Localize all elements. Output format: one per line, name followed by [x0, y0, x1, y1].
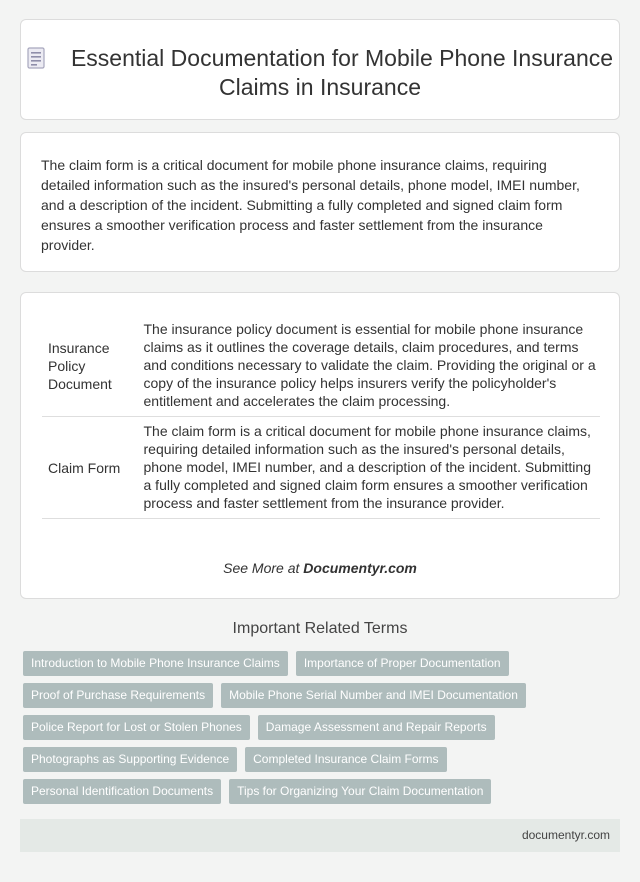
related-term-tag[interactable]: Photographs as Supporting Evidence — [23, 747, 237, 772]
tag-row — [23, 779, 583, 811]
intro-card — [20, 132, 620, 272]
footer — [20, 819, 620, 852]
related-term-tag[interactable]: Proof of Purchase Requirements — [23, 683, 213, 708]
row-description: The claim form is a critical document for mobile phone insurance claims, requiring detailed information such as the insured's personal details, phone model, IMEI number, and a description of the incident. Submitting a fully completed and signed claim form ensures a smoother verification process and faster settlement from the insurance provider. — [137, 417, 600, 519]
page-title — [21, 44, 619, 102]
related-term-tag[interactable]: Police Report for Lost or Stolen Phones — [23, 715, 250, 740]
footer-site[interactable]: documentyr.com — [521, 828, 610, 842]
see-more-prefix: See More at — [223, 560, 304, 576]
related-term-tag[interactable]: Completed Insurance Claim Forms — [245, 747, 446, 772]
tag-row — [23, 683, 583, 715]
related-term-tag[interactable]: Tips for Organizing Your Claim Documentation — [229, 779, 491, 804]
related-term-tag[interactable]: Personal Identification Documents — [23, 779, 221, 804]
document-icon — [27, 47, 45, 69]
row-term: Insurance Policy Document — [42, 315, 137, 417]
tag-row — [23, 651, 583, 683]
see-more-site: Documentyr.com — [303, 560, 417, 576]
documents-table-card — [20, 292, 620, 599]
row-term: Claim Form — [42, 417, 137, 519]
intro-paragraph: The claim form is a critical document for mobile phone insurance claims, requiring detailed information such as the insured's personal details, phone model, IMEI number, and a description of the incident. Submitting a fully completed and signed claim form ensures a smoother verification process and faster settlement from the insurance provider. — [41, 157, 580, 253]
related-term-tag[interactable]: Mobile Phone Serial Number and IMEI Documentation — [221, 683, 526, 708]
table-row — [42, 315, 600, 417]
related-terms-heading: Important Related Terms — [232, 620, 408, 637]
title-card — [20, 19, 620, 120]
tag-row — [23, 715, 583, 747]
row-description: The insurance policy document is essential for mobile phone insurance claims as it outlines the coverage details, claim procedures, and terms and conditions necessary to validate the claim. Providing the original or a copy of the insurance policy helps insurers verify the policyholder's entitlement and accelerates the claim processing. — [137, 315, 600, 417]
page-title-text: Essential Documentation for Mobile Phone Insurance Claims in Insurance — [70, 45, 614, 100]
related-term-tag[interactable]: Introduction to Mobile Phone Insurance Claims — [23, 651, 288, 676]
related-terms-list — [23, 651, 583, 811]
related-term-tag[interactable]: Importance of Proper Documentation — [296, 651, 509, 676]
tag-row — [23, 747, 583, 779]
documents-table — [42, 315, 600, 519]
related-term-tag[interactable]: Damage Assessment and Repair Reports — [258, 715, 495, 740]
see-more-link[interactable] — [21, 560, 619, 576]
table-row — [42, 417, 600, 519]
